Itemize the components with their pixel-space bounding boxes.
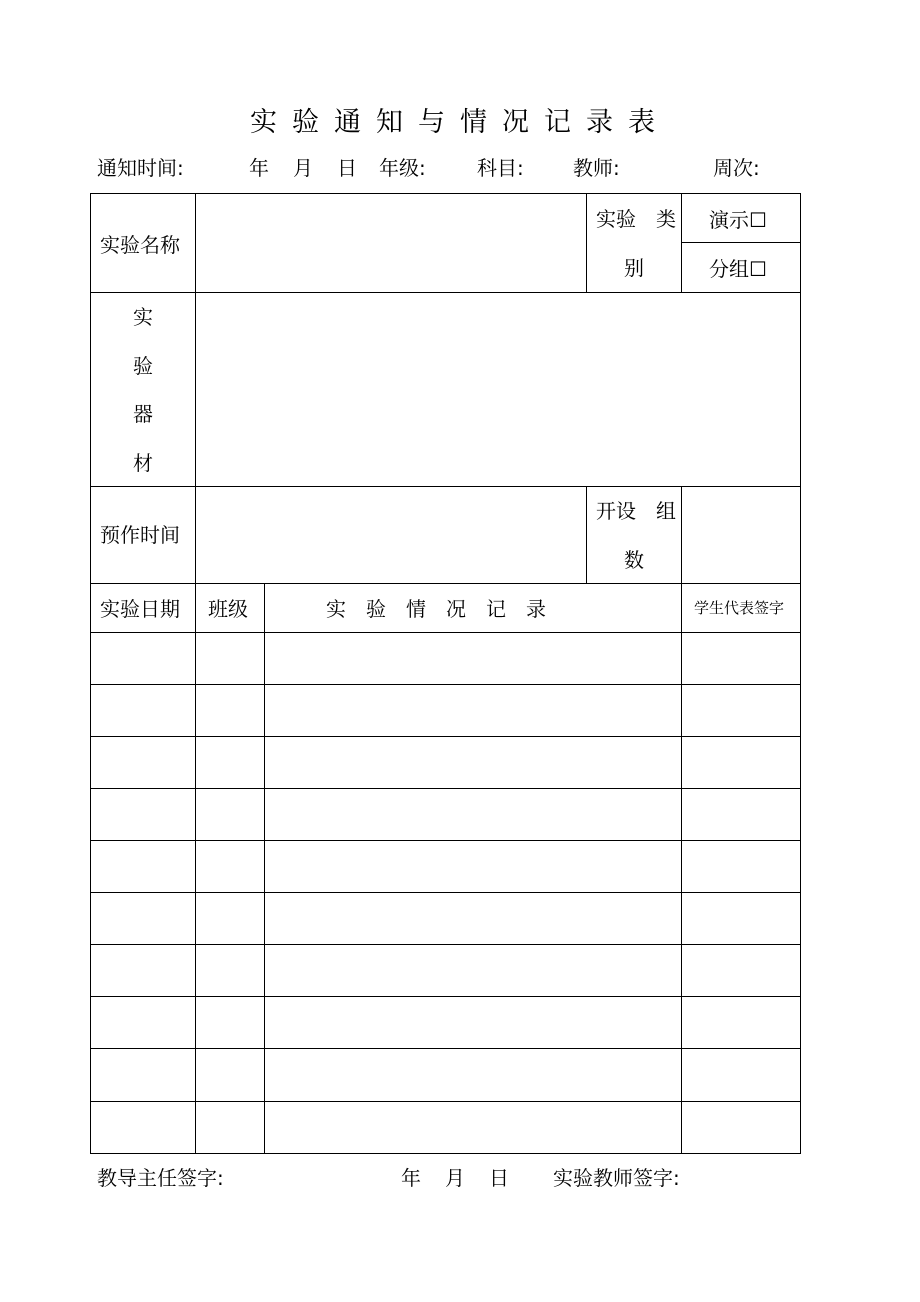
divider	[681, 242, 800, 243]
table-row	[90, 1048, 801, 1049]
column-header-signature: 学生代表签字	[694, 599, 785, 617]
groups-label-line2: 数	[624, 548, 644, 572]
table-row	[90, 788, 801, 789]
page-title: 实验通知与情况记录表	[250, 107, 670, 138]
director-sign-label: 教导主任签字:	[97, 1166, 224, 1190]
equipment-char: 材	[133, 451, 153, 475]
equipment-char: 验	[133, 354, 153, 378]
footer-day: 日	[489, 1166, 509, 1190]
table-row	[90, 736, 801, 737]
demo-checkbox[interactable]: 演示☐	[709, 208, 767, 232]
table-row	[90, 1101, 801, 1102]
table-border-left	[90, 193, 91, 1154]
table-row	[90, 684, 801, 685]
equipment-char: 器	[133, 402, 153, 426]
divider	[681, 583, 682, 1154]
footer-month: 月	[445, 1166, 465, 1190]
divider	[90, 632, 801, 633]
subject-label: 科目:	[477, 156, 524, 180]
table-row	[90, 892, 801, 893]
experiment-name-field[interactable]	[196, 193, 585, 291]
prep-time-label: 预作时间	[100, 523, 180, 547]
column-header-date: 实验日期	[100, 597, 180, 621]
divider	[264, 583, 265, 1154]
footer-year: 年	[401, 1166, 421, 1190]
equipment-char: 实	[133, 305, 153, 329]
record-table	[90, 193, 801, 1154]
grade-label: 年级:	[379, 156, 426, 180]
table-row	[90, 996, 801, 997]
header-year: 年	[249, 156, 269, 180]
divider	[586, 486, 587, 583]
category-label-line1: 实验 类	[596, 207, 676, 231]
group-checkbox[interactable]: 分组☐	[709, 257, 767, 281]
header-day: 日	[337, 156, 357, 180]
category-label-line2: 别	[624, 256, 644, 280]
divider	[195, 583, 196, 1154]
teacher-label: 教师:	[573, 156, 620, 180]
divider	[586, 193, 587, 292]
teacher-sign-label: 实验教师签字:	[553, 1166, 680, 1190]
notice-time-label: 通知时间:	[97, 156, 184, 180]
column-header-class: 班级	[208, 597, 248, 621]
table-row	[90, 944, 801, 945]
table-border-right	[800, 193, 801, 1154]
prep-time-field[interactable]	[196, 487, 585, 582]
week-label: 周次:	[713, 156, 760, 180]
header-month: 月	[293, 156, 313, 180]
table-border-bottom	[90, 1153, 801, 1154]
divider	[90, 583, 801, 584]
table-row	[90, 840, 801, 841]
groups-count-field[interactable]	[682, 487, 799, 582]
column-header-record: 实 验 情 况 记 录	[326, 597, 546, 621]
groups-label-line1: 开设 组	[596, 499, 676, 523]
experiment-name-label: 实验名称	[100, 233, 180, 257]
equipment-field[interactable]	[196, 293, 799, 485]
